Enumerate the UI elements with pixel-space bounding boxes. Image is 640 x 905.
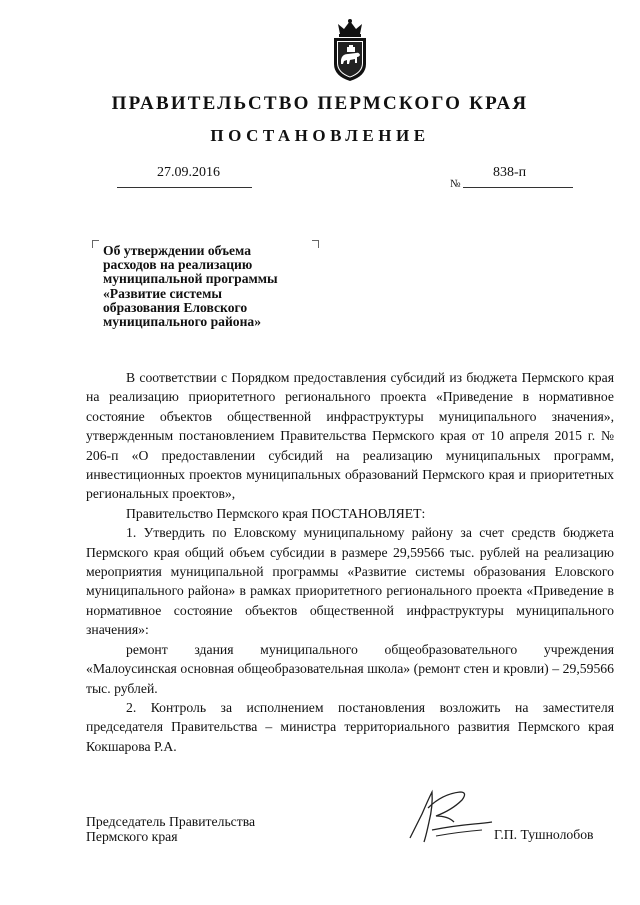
- item-1-paragraph: 1. Утвердить по Еловскому муниципальному району за счет средств бюджета Пермского края общий объем субсидии в размере 29,59566 тыс. рублей на реализацию мероприятия муниципальной программы «Развитие системы образования Еловского муниципального района» в рамках приоритетного регионального проекта «Приведение в нормативное состояние объектов общественной инфраструктуры муниципального значения»:: [86, 525, 614, 638]
- item-2-paragraph: 2. Контроль за исполнением постановления возложить на заместителя председателя Правительства – министра территориального развития Пермского края Кокшарова Р.А.: [86, 699, 614, 754]
- handwritten-signature: [402, 786, 502, 846]
- signatory-name: Г.П. Тушнолобов: [494, 827, 594, 842]
- item-1-detail-paragraph: ремонт здания муниципального общеобразовательного учреждения «Малоусинская основная общеобразовательная школа» (ремонт стен и кровли) – 29,59566 тыс. рублей.: [86, 641, 614, 696]
- document-body: [86, 368, 614, 756]
- document-type: ПОСТАНОВЛЕНИЕ: [210, 126, 430, 145]
- perm-krai-coat-of-arms-icon: [328, 18, 372, 82]
- number-sign: №: [450, 178, 461, 190]
- date-underline: [117, 187, 252, 188]
- signatory-position-line: Председатель Правительства: [86, 814, 256, 829]
- subject-line: «Развитие системы: [103, 285, 222, 301]
- subject-line: Об утверждении объема: [103, 243, 252, 258]
- government-title: ПРАВИТЕЛЬСТВО ПЕРМСКОГО КРАЯ: [111, 93, 529, 114]
- subject-line: образования Еловского: [103, 299, 248, 315]
- signatory-position: [86, 814, 255, 844]
- document-date: 27.09.2016: [157, 165, 220, 180]
- subject-line: муниципального района»: [103, 314, 262, 330]
- signatory-position-line: Пермского края: [86, 829, 178, 844]
- document-number: 838-п: [493, 165, 527, 180]
- number-underline: [463, 187, 573, 188]
- document-subject: [103, 244, 333, 329]
- preamble-paragraph: В соответствии с Порядком предоставления субсидий из бюджета Пермского края на реализацию приоритетного регионального проекта «Приведение в нормативное состояние объектов общественной инфраструктуры муниципального значения», утвержденным постановлением Правительства Пермского края от 10 апреля 2015 г. № 206-п «О предоставлении субсидий на реализацию муниципальных программ, инвестиционных проектов муниципальных образований Пермского края и приоритетных региональных проектов»,: [86, 370, 614, 502]
- decree-paragraph: Правительство Пермского края ПОСТАНОВЛЯЕТ:: [126, 505, 426, 521]
- subject-line: расходов на реализацию: [103, 257, 253, 273]
- subject-bracket-left: [92, 240, 99, 248]
- subject-line: муниципальной программы: [103, 271, 278, 287]
